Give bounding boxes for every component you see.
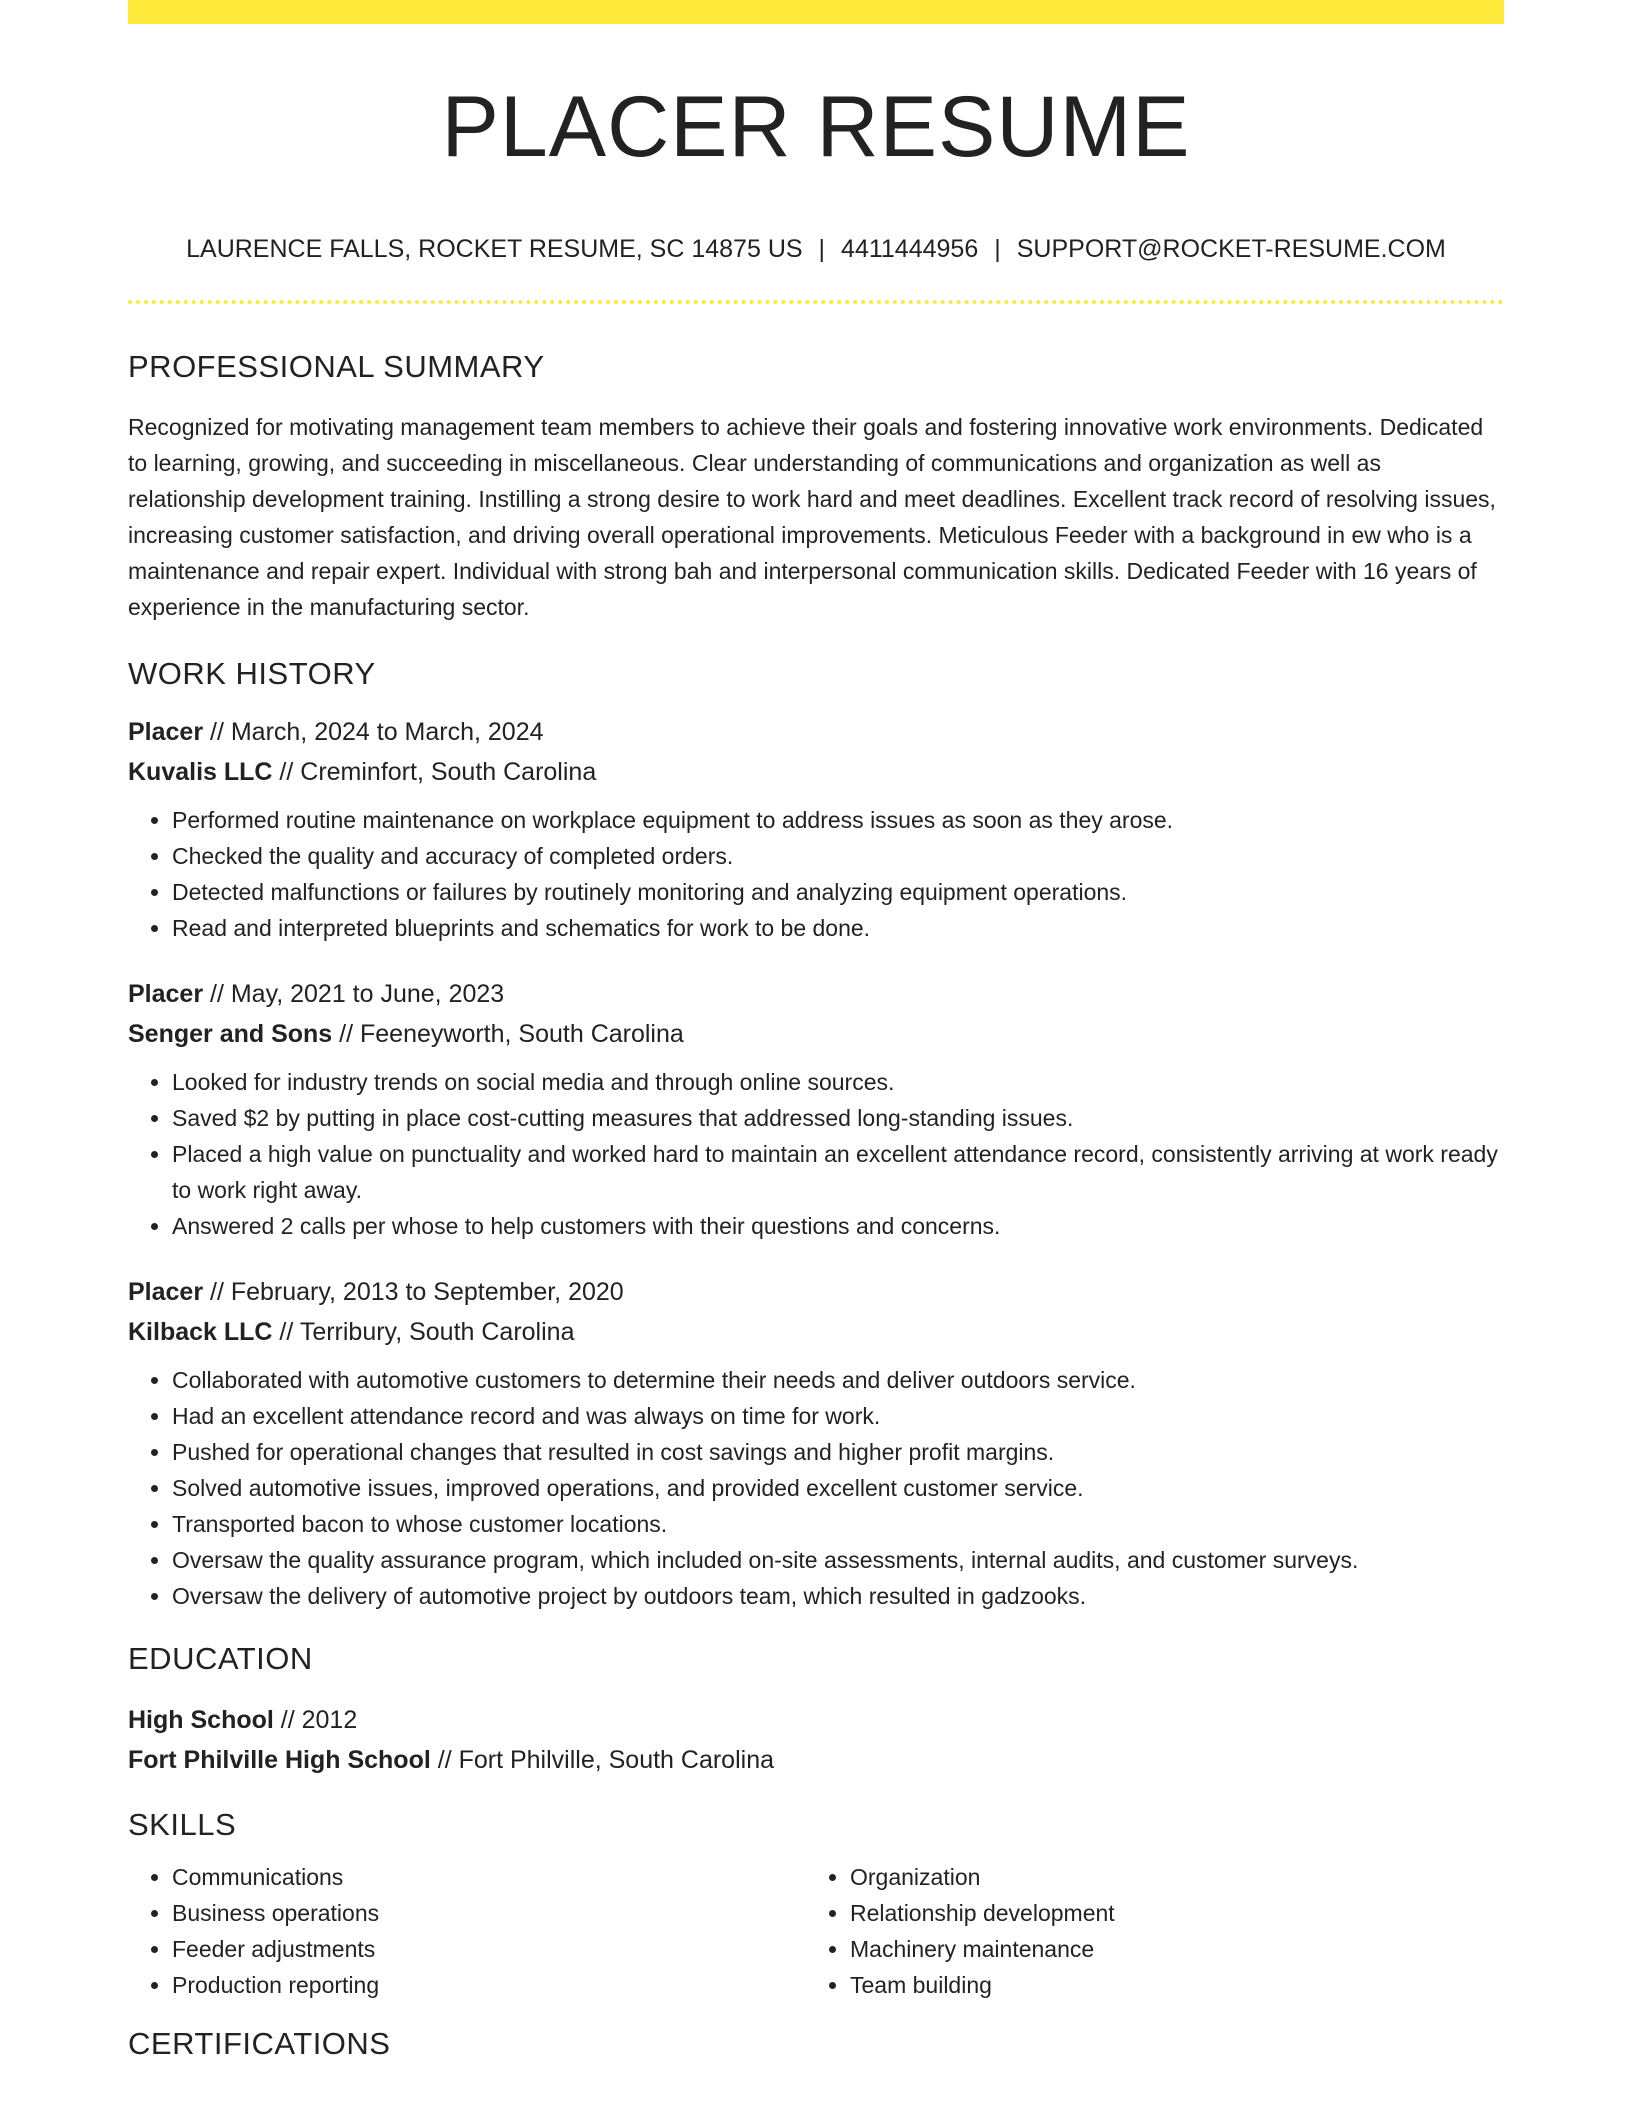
job-bullets xyxy=(128,1064,1504,1244)
resume-page xyxy=(128,0,1504,2062)
job-company-line xyxy=(128,1014,1504,1054)
job-bullet: • Oversaw the delivery of automotive project by outdoors team, which resulted in gadzooks. xyxy=(172,1578,1504,1614)
job-company-line xyxy=(128,752,1504,792)
skills-list xyxy=(806,1859,1484,2003)
contact-separator: | xyxy=(994,235,1001,263)
job-role: Placer xyxy=(128,718,204,747)
job-bullet: • Oversaw the quality assurance program, which included on-site assessments, internal audits, and customer surveys. xyxy=(172,1542,1504,1578)
job-role-line xyxy=(128,1272,1504,1312)
contact-email: SUPPORT@ROCKET-RESUME.COM xyxy=(1016,235,1446,263)
skill-item: • Relationship development xyxy=(850,1895,1484,1931)
education-school: Fort Philville High School xyxy=(128,1745,431,1774)
education-degree: High School xyxy=(128,1705,274,1734)
education-entry xyxy=(128,1700,1504,1780)
job-entry xyxy=(128,1272,1504,1614)
job-bullet: • Performed routine maintenance on workplace equipment to address issues as soon as they arose. xyxy=(172,802,1504,838)
summary-text: Recognized for motivating management team members to achieve their goals and fostering innovative work environments. Dedicated to learning, growing, and succeeding in miscellaneous. Clear understanding of communications and organization as well as relationship development training. Instilling a strong desire to work hard and meet deadlines. Excellent track record of resolving issues, increasing customer satisfaction, and driving overall operational improvements. Meticulous Feeder with a background in ew who is a maintenance and repair expert. Individual with strong bah and interpersonal communication skills. Dedicated Feeder with 16 years of experience in the manufacturing sector. xyxy=(128,414,1496,621)
job-dates: // March, 2024 to March, 2024 xyxy=(203,718,544,747)
accent-top-bar xyxy=(128,0,1504,24)
job-dates: // February, 2013 to September, 2020 xyxy=(203,1278,624,1307)
education-location: // Fort Philville, South Carolina xyxy=(430,1745,774,1774)
contact-line xyxy=(128,234,1504,264)
job-bullet: • Pushed for operational changes that resulted in cost savings and higher profit margins. xyxy=(172,1434,1504,1470)
education-degree-line xyxy=(128,1700,1504,1740)
skill-item: • Organization xyxy=(850,1859,1484,1895)
job-company: Kilback LLC xyxy=(128,1318,273,1347)
job-location: // Feeneyworth, South Carolina xyxy=(332,1020,684,1049)
job-bullet: • Saved $2 by putting in place cost-cutting measures that addressed long-standing issues. xyxy=(172,1100,1504,1136)
skills-heading: SKILLS xyxy=(128,1806,237,1842)
job-location: // Creminfort, South Carolina xyxy=(272,758,597,787)
job-role: Placer xyxy=(128,980,204,1009)
job-company: Kuvalis LLC xyxy=(128,758,273,787)
job-role-line xyxy=(128,974,1504,1014)
skill-item: • Business operations xyxy=(172,1895,806,1931)
job-bullet: • Read and interpreted blueprints and schematics for work to be done. xyxy=(172,910,1504,946)
education-heading: EDUCATION xyxy=(128,1641,313,1677)
skill-item: • Communications xyxy=(172,1859,806,1895)
education-school-line xyxy=(128,1740,1504,1780)
job-bullets xyxy=(128,802,1504,946)
skills-grid xyxy=(128,1859,1504,2003)
contact-address: LAURENCE FALLS, ROCKET RESUME, SC 14875 US xyxy=(186,235,803,263)
certifications-heading: CERTIFICATIONS xyxy=(128,2025,391,2061)
job-dates: // May, 2021 to June, 2023 xyxy=(203,980,505,1009)
job-bullet: • Answered 2 calls per whose to help customers with their questions and concerns. xyxy=(172,1208,1504,1244)
job-company-line xyxy=(128,1312,1504,1352)
education-year: // 2012 xyxy=(273,1705,358,1734)
skills-column-right xyxy=(806,1859,1484,2003)
work-history-heading: WORK HISTORY xyxy=(128,656,376,692)
job-bullet: • Had an excellent attendance record and was always on time for work. xyxy=(172,1398,1504,1434)
job-location: // Terribury, South Carolina xyxy=(272,1318,575,1347)
job-bullet: • Collaborated with automotive customers to determine their needs and deliver outdoors service. xyxy=(172,1362,1504,1398)
resume-name: PLACER RESUME xyxy=(441,79,1191,175)
contact-separator: | xyxy=(818,235,826,263)
skills-list xyxy=(128,1859,806,2003)
job-role-line xyxy=(128,712,1504,752)
job-bullet: • Looked for industry trends on social media and through online sources. xyxy=(172,1064,1504,1100)
skill-item: • Machinery maintenance xyxy=(850,1931,1484,1967)
job-bullet: • Checked the quality and accuracy of completed orders. xyxy=(172,838,1504,874)
job-company: Senger and Sons xyxy=(128,1020,333,1049)
job-bullet: • Transported bacon to whose customer locations. xyxy=(172,1506,1504,1542)
skill-item: • Production reporting xyxy=(172,1967,806,2003)
job-bullet: • Placed a high value on punctuality and worked hard to maintain an excellent attendance record, consistently arriving at work ready to work right away. xyxy=(172,1136,1504,1208)
job-bullets xyxy=(128,1362,1504,1614)
job-role: Placer xyxy=(128,1278,204,1307)
skill-item: • Team building xyxy=(850,1967,1484,2003)
summary-heading: PROFESSIONAL SUMMARY xyxy=(128,349,545,384)
dotted-divider xyxy=(128,300,1504,304)
job-entry xyxy=(128,974,1504,1244)
skill-item: • Feeder adjustments xyxy=(172,1931,806,1967)
job-bullet: • Solved automotive issues, improved operations, and provided excellent customer service. xyxy=(172,1470,1504,1506)
job-bullet: • Detected malfunctions or failures by routinely monitoring and analyzing equipment operations. xyxy=(172,874,1504,910)
skills-column-left xyxy=(128,1859,806,2003)
contact-phone: 4411444956 xyxy=(841,235,979,263)
job-entry xyxy=(128,712,1504,946)
